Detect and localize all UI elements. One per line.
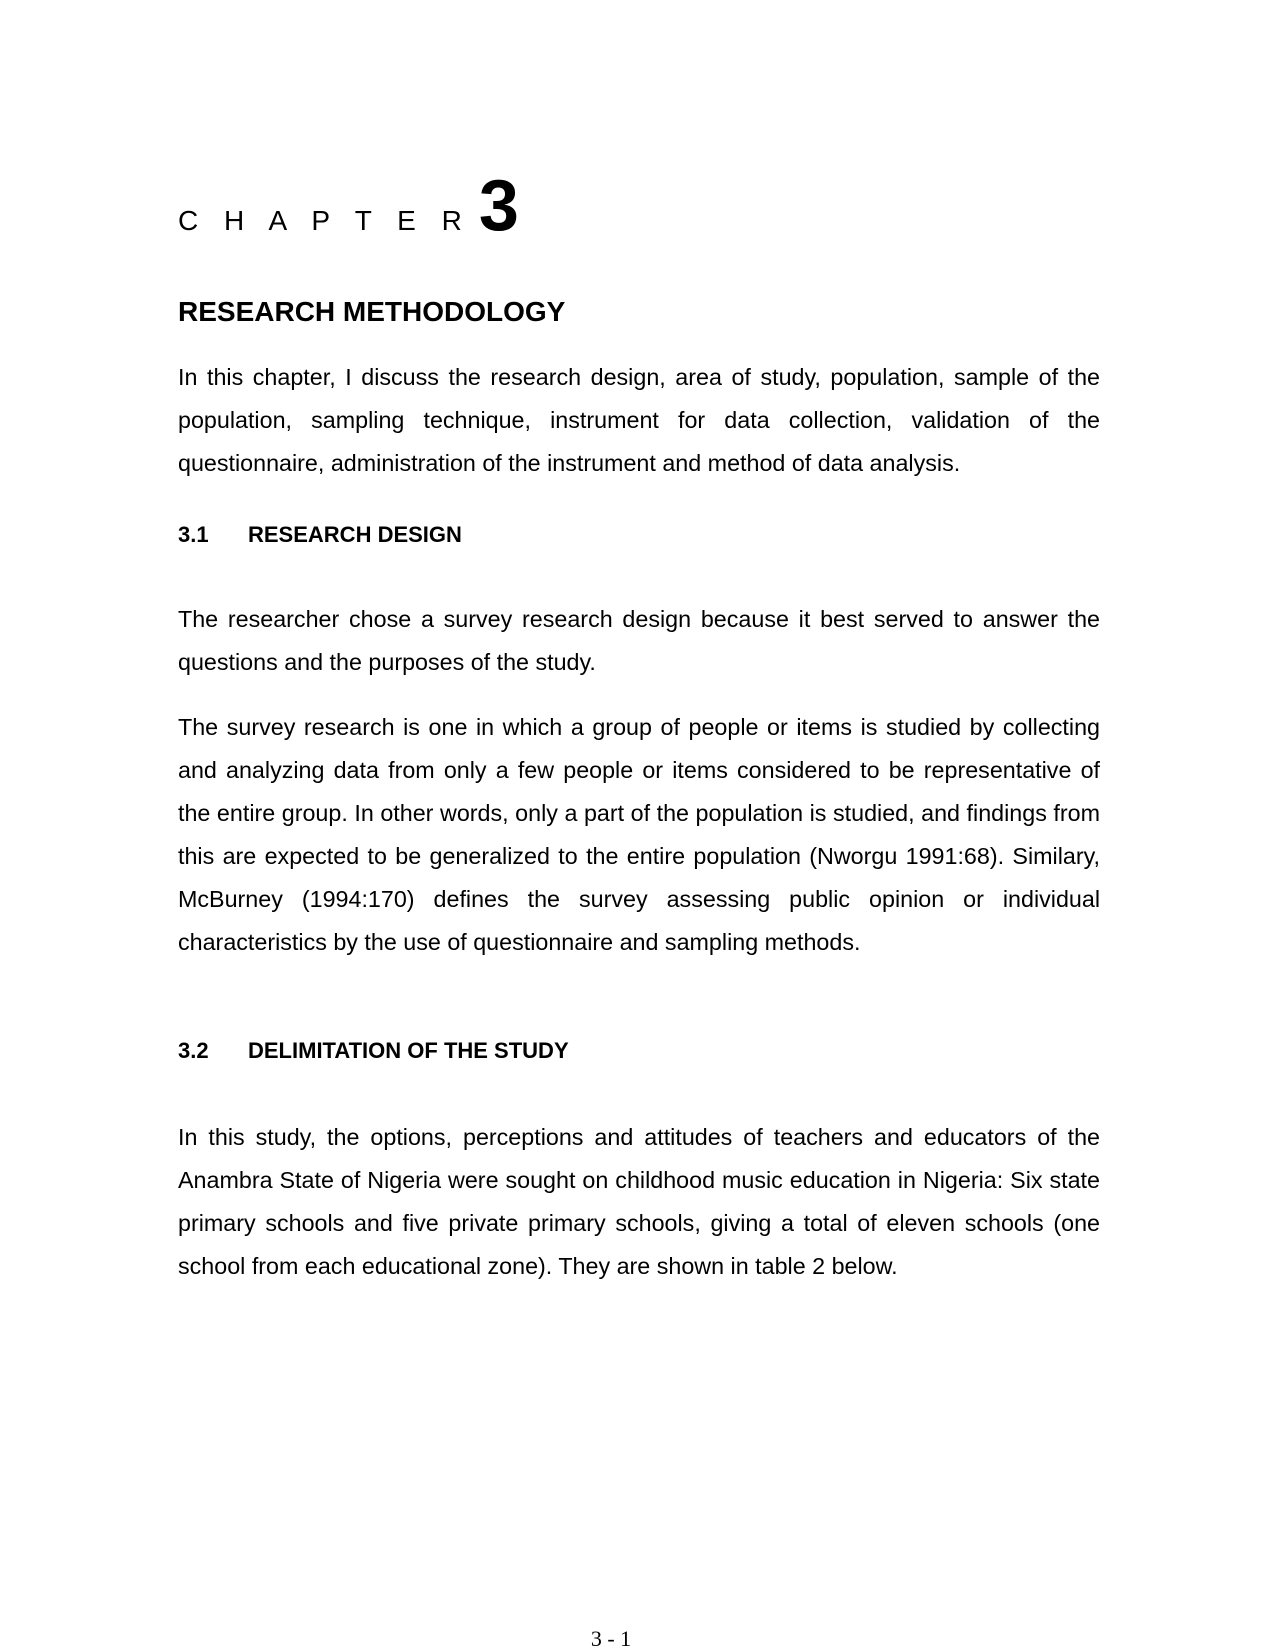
chapter-heading bbox=[178, 166, 519, 250]
delimitation-paragraph: In this study, the options, perceptions and attitudes of teachers and educators of the Anambra State of Nigeria were sought on childhood music education in Nigeria: Six state primary schools and five private primary schools, giving a total of eleven schools (one school from each educational zone). They are shown in table 2 below. bbox=[178, 1124, 1100, 1279]
intro-paragraph: In this chapter, I discuss the research design, area of study, population, sample of the population, sampling technique, instrument for data collection, validation of the questionnaire, administration of the instrument and method of data analysis. bbox=[178, 364, 1100, 476]
section-heading-3-1 bbox=[178, 522, 462, 548]
section-title: RESEARCH DESIGN bbox=[248, 522, 462, 547]
chapter-label: C H A P T E R bbox=[178, 205, 471, 236]
section-heading-3-2 bbox=[178, 1038, 569, 1064]
research-design-paragraph-1: The researcher chose a survey research design because it best served to answer the questions and the purposes of the study. bbox=[178, 606, 1100, 675]
section-number: 3.2 bbox=[178, 1038, 209, 1063]
chapter-number: 3 bbox=[478, 166, 519, 246]
chapter-title: RESEARCH METHODOLOGY bbox=[178, 296, 566, 327]
section-title: DELIMITATION OF THE STUDY bbox=[248, 1038, 569, 1063]
page-number: 3 - 1 bbox=[590, 1626, 632, 1651]
section-number: 3.1 bbox=[178, 522, 209, 547]
research-design-paragraph-2: The survey research is one in which a group of people or items is studied by collecting and analyzing data from only a few people or items considered to be representative of the entire group. In other words, only a part of the population is studied, and findings from this are expected to be generalized to the entire population (Nworgu 1991:68). Similary, McBurney (1994:170) defines the survey assessing public opinion or individual characteristics by the use of questionnaire and sampling methods. bbox=[178, 714, 1100, 955]
